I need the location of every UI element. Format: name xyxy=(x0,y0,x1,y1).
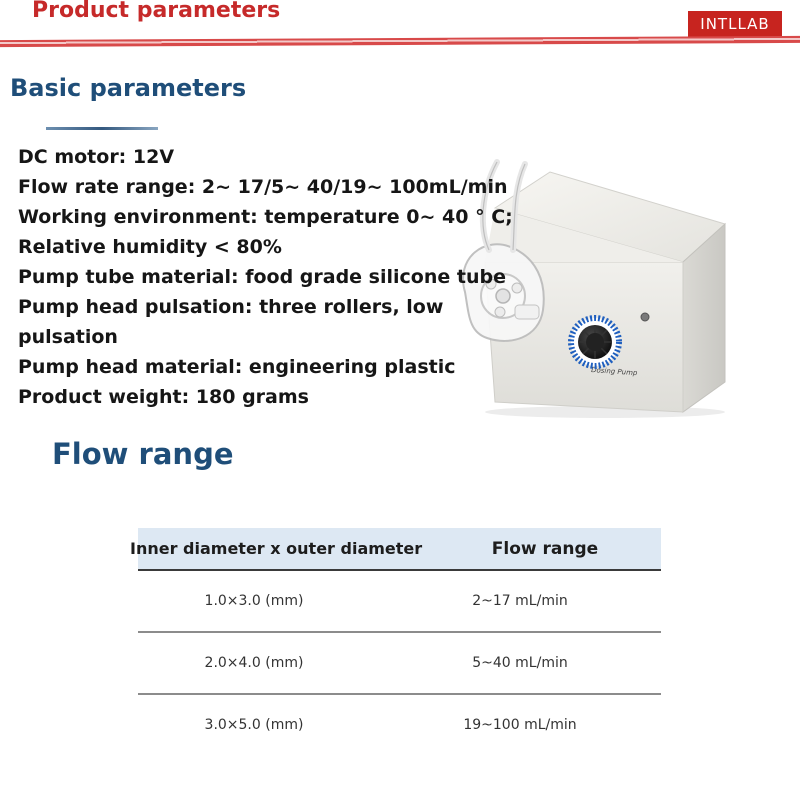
column-header-diameter: Inner diameter x outer diameter xyxy=(130,539,423,558)
parameter-item: Product weight: 180 grams xyxy=(18,386,309,408)
flow-range-heading: Flow range xyxy=(52,437,234,471)
diameter-cell: 1.0×3.0 (mm) xyxy=(204,593,304,609)
diameter-cell: 2.0×4.0 (mm) xyxy=(204,655,304,671)
diameter-cell: 3.0×5.0 (mm) xyxy=(204,717,304,733)
parameter-item: Relative humidity < 80% xyxy=(18,236,282,258)
table-row xyxy=(138,633,661,695)
table-header xyxy=(130,528,661,571)
parameter-item: Pump head pulsation: three rollers, low xyxy=(18,296,444,318)
header-divider xyxy=(0,36,800,47)
basic-parameters-heading: Basic parameters xyxy=(10,74,247,102)
table-row xyxy=(138,695,661,755)
parameter-item: DC motor: 12V xyxy=(18,146,175,168)
parameter-list xyxy=(18,142,558,412)
parameter-item: Pump tube material: food grade silicone tube xyxy=(18,266,506,288)
parameter-item: Working environment: temperature 0~ 40 ° C; xyxy=(18,206,513,228)
table-row xyxy=(138,571,661,633)
parameter-item: pulsation xyxy=(18,326,118,348)
parameter-item: Flow rate range: 2~ 17/5~ 40/19~ 100mL/min xyxy=(18,176,508,198)
flow-range-table xyxy=(130,528,661,755)
page-header-title: Product parameters xyxy=(32,0,281,23)
flow-cell: 2~17 mL/min xyxy=(472,593,568,609)
section-underline xyxy=(46,127,158,130)
brand-logo-badge: INTLLAB xyxy=(688,11,782,37)
parameter-item: Pump head material: engineering plastic xyxy=(18,356,456,378)
flow-cell: 5~40 mL/min xyxy=(472,655,568,671)
column-header-flow-range: Flow range xyxy=(491,538,599,559)
pump-label-text: Dosing Pump xyxy=(590,366,638,378)
flow-cell: 19~100 mL/min xyxy=(463,717,577,733)
